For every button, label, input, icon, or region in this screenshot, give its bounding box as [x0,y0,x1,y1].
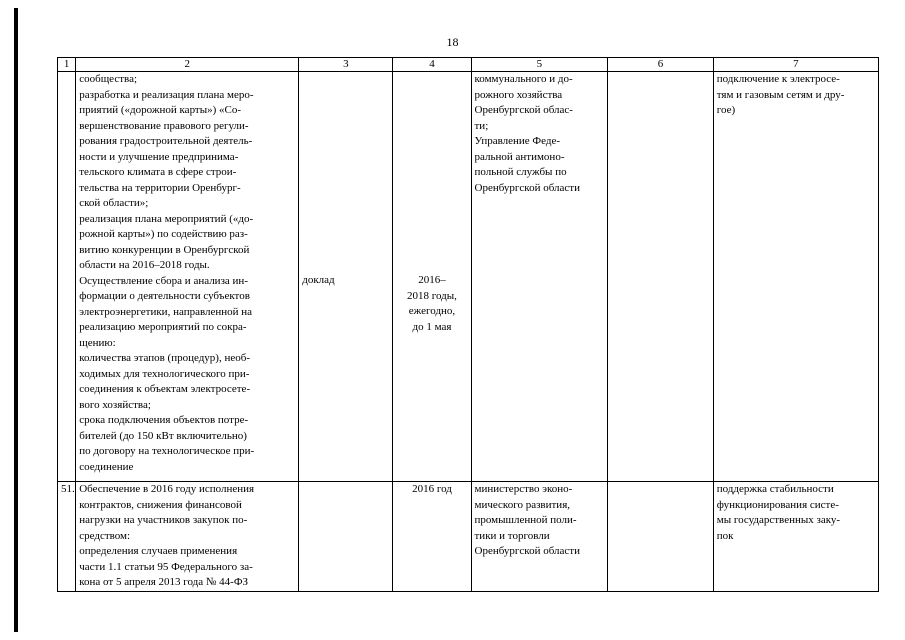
text-line: Осуществление сбора и анализа ин- [79,274,248,287]
text-line: ежегодно, [408,305,456,317]
table-row [58,72,879,482]
header-cell: 2 [76,58,299,72]
header-cell: 6 [608,58,713,72]
text-line: коммунального и до- [474,73,573,85]
text-line: Обеспечение в 2016 году исполнения [79,483,255,495]
text-line: ской области»; [79,197,149,209]
report-form-text: доклад [302,274,335,286]
deadline-text [396,273,467,335]
result-cell [713,482,878,592]
text-line: контрактов, снижения финансовой [79,498,242,511]
text-line: бителей (до 150 кВт включительно) [79,429,247,442]
text-line: промышленной поли- [474,514,577,526]
text-line: приятий («дорожной карты») «Со- [79,104,242,116]
text-line: поддержка стабильности [716,483,834,495]
text-line: Оренбургской облас- [474,104,573,116]
text-line: функционирования систе- [716,498,839,511]
text-line: реализация плана мероприятий («до- [79,212,254,225]
text-line: 2018 годы, [407,289,457,302]
text-line: вого хозяйства; [79,398,151,411]
text-line: электроэнергетики, направленной на [79,305,253,318]
text-line: тельства на территории Оренбург- [79,181,241,194]
row-number-cell: 51. [58,482,76,592]
responsible-cell [471,482,608,592]
header-row [58,58,879,72]
header-cell: 5 [471,58,608,72]
header-cell: 4 [393,58,471,72]
text-line: министерство эконо- [474,483,573,495]
table-row [58,482,879,592]
text-line: Оренбургской области [474,181,580,194]
text-line: рования градостроительной деятель- [79,135,253,147]
text-line: формации о деятельности субъектов [79,290,250,302]
text-line: соединения к объектам электросете- [79,383,251,395]
text-line: до 1 мая [412,320,452,333]
text-line: Оренбургской области [474,545,580,557]
empty-cell [608,482,713,592]
text-line: вершенствование правового регули- [79,119,249,132]
text-line: по договору на технологическое при- [79,445,255,457]
text-line: Управление Феде- [474,135,560,147]
report-form-cell [299,72,393,482]
text-line: тики и торговли [474,529,550,542]
activity-text [79,482,295,591]
deadline-cell [393,482,471,592]
text-line: тям и газовым сетям и дру- [716,88,845,101]
result-cell [713,72,878,482]
text-line: срока подключения объектов потре- [79,414,249,426]
text-line: 2016– [418,274,446,286]
header-cell: 7 [713,58,878,72]
row-number-cell [58,72,76,482]
deadline-text: 2016 год [412,483,452,495]
text-line: рожной карты») по содействию раз- [79,228,248,240]
text-line: тельского климата в сфере строи- [79,166,237,178]
text-line: подключение к электросе- [716,73,840,85]
activity-text [79,274,295,476]
text-line: реализацию мероприятий по сокра- [79,321,247,333]
text-line: витию конкуренции в Оренбургской [79,243,250,256]
scan-edge-bar [14,8,18,632]
responsible-text [475,72,605,196]
empty-cell [608,72,713,482]
activity-cell [76,482,299,592]
text-line: части 1.1 статьи 95 Федерального за- [79,560,253,573]
text-line: гое) [716,104,736,116]
responsible-text [475,482,605,560]
page-number: 18 [446,35,459,49]
text-line: средством: [79,529,131,542]
text-line: разработка и реализация плана меро- [79,88,254,101]
text-line: ти; [474,119,489,132]
text-line: ходимых для технологического при- [79,367,250,380]
text-line: польной службы по [474,166,567,178]
text-line: определения случаев применения [79,545,238,557]
result-text [717,72,875,119]
text-line: мы государственных заку- [716,514,841,526]
text-line: щению: [79,336,116,349]
text-line: нагрузки на участников закупок по- [79,514,248,526]
report-form-cell [299,482,393,592]
header-cell: 3 [299,58,393,72]
text-line: мического развития, [474,498,571,511]
text-line: сообщества; [79,73,138,85]
text-line: кона от 5 апреля 2013 года № 44-ФЗ [79,576,249,588]
deadline-cell [393,72,471,482]
text-line: ности и улучшение предпринима- [79,150,239,163]
activity-cell [76,72,299,482]
result-text [717,482,875,544]
text-line: соединение [79,460,134,473]
text-line: пок [716,529,734,542]
header-cell: 1 [58,58,76,72]
text-line: рожного хозяйства [474,88,563,101]
text-line: количества этапов (процедур), необ- [79,352,251,364]
text-line: ральной антимоно- [474,150,565,163]
document-table [57,57,879,592]
text-line: области на 2016–2018 годы. [79,259,210,271]
responsible-cell [471,72,608,482]
activity-text [79,72,295,274]
